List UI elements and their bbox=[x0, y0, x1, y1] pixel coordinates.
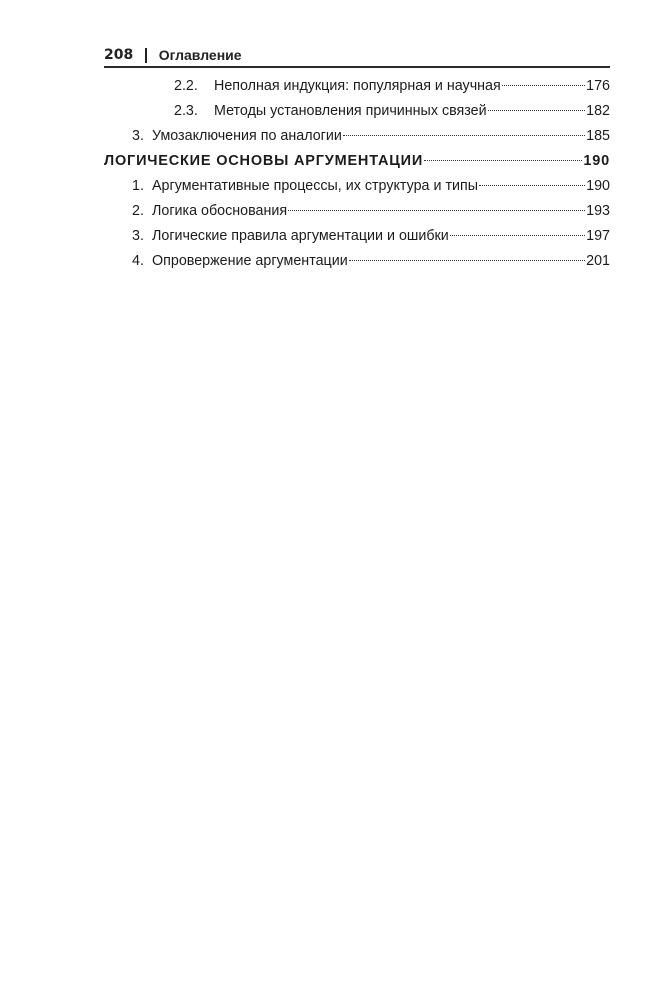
toc-entry-number: 2.3. bbox=[174, 103, 198, 119]
toc-leader-dots bbox=[479, 185, 585, 186]
toc-entry-number: 2.2. bbox=[174, 78, 198, 94]
page-number: 208 bbox=[104, 47, 134, 63]
toc-leader-dots bbox=[450, 235, 585, 236]
toc-entry-number: 1. bbox=[132, 178, 144, 194]
toc-leader-dots bbox=[349, 260, 585, 261]
toc-entry-title: Логические правила аргументации и ошибки bbox=[152, 228, 449, 244]
table-of-contents bbox=[104, 74, 610, 274]
toc-leader-dots bbox=[424, 160, 582, 161]
toc-entry-page: 190 bbox=[586, 178, 610, 194]
section-title: Оглавление bbox=[158, 47, 242, 63]
toc-leader-dots bbox=[502, 85, 585, 86]
toc-entry bbox=[104, 199, 610, 224]
header-separator bbox=[145, 48, 147, 63]
toc-entry-number: 2. bbox=[132, 203, 144, 219]
toc-entry-title: Методы установления причинных связей bbox=[214, 103, 487, 119]
toc-chapter-entry bbox=[104, 149, 610, 174]
toc-leader-dots bbox=[343, 135, 585, 136]
toc-entry-title: Логика обоснования bbox=[152, 203, 288, 219]
toc-entry-title: Умозаключения по аналогии bbox=[152, 128, 342, 144]
toc-entry bbox=[104, 249, 610, 274]
toc-chapter-title: ЛОГИЧЕСКИЕ ОСНОВЫ АРГУМЕНТАЦИИ bbox=[104, 153, 424, 169]
toc-entry-page: 197 bbox=[586, 228, 610, 244]
toc-entry-page: 190 bbox=[583, 153, 610, 169]
toc-entry bbox=[104, 124, 610, 149]
toc-leader-dots bbox=[288, 210, 585, 211]
toc-entry-page: 185 bbox=[586, 128, 610, 144]
toc-entry-page: 193 bbox=[586, 203, 610, 219]
toc-entry-title: Опровержение аргументации bbox=[152, 253, 348, 269]
toc-entry-title: Неполная индукция: популярная и научная bbox=[214, 78, 501, 94]
toc-entry bbox=[104, 174, 610, 199]
toc-entry-title: Аргументативные процессы, их структура и типы bbox=[152, 178, 478, 194]
toc-entry-page: 201 bbox=[586, 253, 610, 269]
header-rule bbox=[104, 66, 610, 68]
toc-entry bbox=[104, 224, 610, 249]
toc-entry-number: 4. bbox=[132, 253, 144, 269]
toc-entry-page: 176 bbox=[586, 78, 610, 94]
running-header bbox=[104, 44, 610, 66]
toc-entry-number: 3. bbox=[132, 128, 144, 144]
toc-entry-page: 182 bbox=[586, 103, 610, 119]
toc-entry-number: 3. bbox=[132, 228, 144, 244]
toc-entry bbox=[104, 99, 610, 124]
toc-leader-dots bbox=[488, 110, 586, 111]
toc-entry bbox=[104, 74, 610, 99]
